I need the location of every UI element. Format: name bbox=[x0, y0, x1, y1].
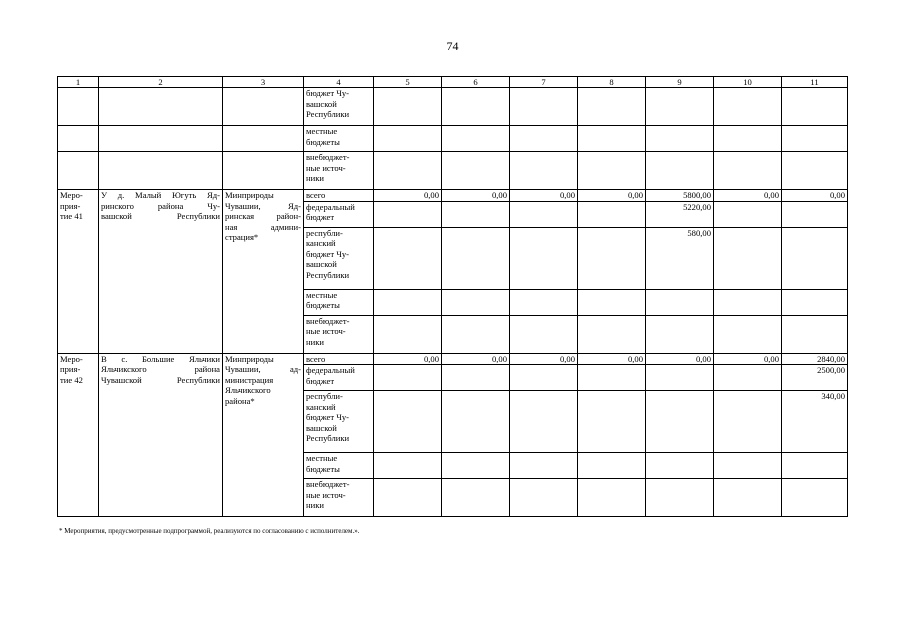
value-cell bbox=[442, 391, 510, 453]
value-cell bbox=[374, 315, 442, 353]
cell-line: внебюджет- bbox=[306, 152, 350, 162]
cell-line: Минприроды bbox=[225, 353, 274, 364]
value-cell bbox=[442, 453, 510, 479]
cell-line: тие 42 bbox=[60, 374, 83, 385]
cell-line: тие 41 bbox=[60, 211, 83, 221]
value-cell bbox=[442, 315, 510, 353]
cell-line: бюджет Чу- bbox=[306, 248, 350, 259]
value-cell: 0,00 bbox=[374, 353, 442, 365]
value-cell bbox=[714, 365, 782, 391]
cell-line: ринская район- bbox=[225, 211, 301, 221]
value-cell bbox=[374, 289, 442, 315]
value-cell bbox=[714, 453, 782, 479]
cell-line: У д. Малый Югуть Яд- bbox=[101, 190, 220, 200]
value-cell bbox=[714, 126, 782, 152]
cell-line: ная админи- bbox=[225, 221, 301, 232]
value-cell bbox=[442, 152, 510, 190]
measure-name bbox=[58, 190, 99, 354]
value-cell bbox=[374, 152, 442, 190]
cell-line: федеральный bbox=[306, 365, 355, 375]
value-cell: 0,00 bbox=[714, 190, 782, 202]
value-cell bbox=[510, 315, 578, 353]
value-cell: 0,00 bbox=[782, 190, 848, 202]
budget-table bbox=[57, 76, 848, 517]
cell-line: бюджеты bbox=[306, 463, 340, 474]
value-cell: 0,00 bbox=[374, 190, 442, 202]
value-cell bbox=[442, 365, 510, 391]
value-cell bbox=[442, 289, 510, 315]
empty-cell bbox=[58, 126, 99, 152]
value-cell bbox=[782, 315, 848, 353]
value-cell bbox=[578, 126, 646, 152]
cell-line: республи- bbox=[306, 227, 343, 238]
value-cell bbox=[646, 126, 714, 152]
funding-source-cell bbox=[304, 126, 374, 152]
column-header: 4 bbox=[304, 77, 374, 88]
cell-line: ники bbox=[306, 336, 324, 347]
cell-line: Республики bbox=[306, 433, 350, 443]
funding-source-cell bbox=[304, 289, 374, 315]
column-header: 5 bbox=[374, 77, 442, 88]
value-cell bbox=[714, 391, 782, 453]
value-cell: 0,00 bbox=[714, 353, 782, 365]
cell-line: ные источ- bbox=[306, 489, 346, 500]
measure-executor bbox=[223, 190, 304, 354]
cell-line: ринского района Чу- bbox=[101, 200, 220, 211]
measure-name bbox=[58, 353, 99, 517]
cell-line: Чувашской Республики bbox=[101, 374, 220, 385]
value-cell bbox=[782, 126, 848, 152]
value-cell bbox=[374, 479, 442, 517]
cell-line: вашской bbox=[306, 422, 337, 433]
value-cell bbox=[510, 289, 578, 315]
cell-line: местные bbox=[306, 126, 338, 136]
value-cell bbox=[714, 227, 782, 289]
value-cell bbox=[374, 126, 442, 152]
cell-line: бюджеты bbox=[306, 136, 340, 147]
cell-line: республи- bbox=[306, 391, 343, 401]
value-cell: 5800,00 bbox=[646, 190, 714, 202]
column-header: 10 bbox=[714, 77, 782, 88]
footnote: * Мероприятия, предусмотренные подпрограммой, реализуются по согласованию с исполнителем.». bbox=[59, 527, 360, 535]
cell-line: вашской bbox=[306, 98, 337, 109]
value-cell bbox=[510, 201, 578, 227]
value-cell bbox=[714, 201, 782, 227]
cell-line: ники bbox=[306, 173, 324, 183]
cell-line: Меро- bbox=[60, 190, 83, 200]
cell-line: внебюджет- bbox=[306, 479, 350, 489]
cell-line: местные bbox=[306, 289, 338, 300]
column-header: 3 bbox=[223, 77, 304, 88]
cell-line: Яльчикского bbox=[225, 385, 271, 395]
cell-line: бюджеты bbox=[306, 300, 340, 310]
continuation-row bbox=[58, 152, 848, 190]
value-cell bbox=[578, 152, 646, 190]
value-cell bbox=[510, 152, 578, 190]
empty-cell bbox=[223, 152, 304, 190]
page-number: 74 bbox=[446, 39, 459, 53]
funding-source-cell bbox=[304, 453, 374, 479]
value-cell bbox=[374, 391, 442, 453]
funding-source-cell bbox=[304, 227, 374, 289]
funding-source-cell bbox=[304, 353, 374, 365]
value-cell bbox=[578, 88, 646, 126]
measure-row bbox=[58, 190, 848, 202]
value-cell bbox=[714, 88, 782, 126]
funding-source-cell bbox=[304, 479, 374, 517]
cell-line: страция* bbox=[225, 232, 259, 242]
cell-line: ные источ- bbox=[306, 162, 346, 173]
column-header: 6 bbox=[442, 77, 510, 88]
value-cell bbox=[442, 126, 510, 152]
value-cell bbox=[510, 453, 578, 479]
cell-line: Республики bbox=[306, 109, 350, 119]
value-cell: 0,00 bbox=[578, 190, 646, 202]
value-cell: 0,00 bbox=[510, 353, 578, 365]
measure-row bbox=[58, 353, 848, 365]
value-cell bbox=[646, 289, 714, 315]
continuation-row bbox=[58, 88, 848, 126]
empty-cell bbox=[58, 152, 99, 190]
value-cell bbox=[714, 152, 782, 190]
empty-cell bbox=[58, 88, 99, 126]
cell-line: вашской bbox=[306, 259, 337, 269]
value-cell bbox=[578, 201, 646, 227]
value-cell bbox=[510, 365, 578, 391]
value-cell bbox=[578, 315, 646, 353]
empty-cell bbox=[223, 126, 304, 152]
funding-source-cell bbox=[304, 315, 374, 353]
cell-line: вашской Республики bbox=[101, 211, 220, 221]
value-cell bbox=[646, 365, 714, 391]
cell-line: прия- bbox=[60, 200, 81, 211]
value-cell bbox=[578, 227, 646, 289]
value-cell: 340,00 bbox=[782, 391, 848, 453]
continuation-row bbox=[58, 126, 848, 152]
column-header: 1 bbox=[58, 77, 99, 88]
funding-source-cell bbox=[304, 365, 374, 391]
value-cell bbox=[374, 88, 442, 126]
value-cell bbox=[510, 479, 578, 517]
column-header: 8 bbox=[578, 77, 646, 88]
value-cell bbox=[578, 479, 646, 517]
value-cell bbox=[646, 152, 714, 190]
value-cell bbox=[510, 227, 578, 289]
value-cell bbox=[782, 227, 848, 289]
value-cell bbox=[374, 201, 442, 227]
value-cell: 5220,00 bbox=[646, 201, 714, 227]
cell-line: федеральный bbox=[306, 201, 355, 212]
cell-line: внебюджет- bbox=[306, 315, 350, 326]
value-cell bbox=[510, 126, 578, 152]
value-cell bbox=[578, 391, 646, 453]
value-cell: 580,00 bbox=[646, 227, 714, 289]
value-cell bbox=[374, 227, 442, 289]
column-header-row bbox=[58, 77, 848, 88]
cell-line: бюджет bbox=[306, 212, 335, 222]
value-cell: 0,00 bbox=[578, 353, 646, 365]
funding-source-cell bbox=[304, 88, 374, 126]
funding-source-cell bbox=[304, 190, 374, 202]
value-cell: 0,00 bbox=[646, 353, 714, 365]
value-cell bbox=[442, 479, 510, 517]
value-cell bbox=[782, 152, 848, 190]
empty-cell bbox=[99, 88, 223, 126]
value-cell bbox=[646, 453, 714, 479]
column-header: 2 bbox=[99, 77, 223, 88]
measure-description bbox=[99, 190, 223, 354]
cell-line: бюджет Чу- bbox=[306, 88, 350, 98]
cell-line: бюджет Чу- bbox=[306, 412, 350, 422]
value-cell bbox=[782, 479, 848, 517]
cell-line: бюджет bbox=[306, 375, 335, 386]
cell-line: ные источ- bbox=[306, 326, 346, 336]
funding-source-cell bbox=[304, 201, 374, 227]
value-cell: 0,00 bbox=[510, 190, 578, 202]
value-cell: 2840,00 bbox=[782, 353, 848, 365]
cell-line: Чувашии, ад- bbox=[225, 364, 301, 374]
cell-line: министрация bbox=[225, 374, 274, 385]
value-cell bbox=[714, 479, 782, 517]
measure-description bbox=[99, 353, 223, 517]
value-cell bbox=[646, 479, 714, 517]
funding-source-cell bbox=[304, 152, 374, 190]
cell-line: местные bbox=[306, 453, 338, 463]
cell-line: всего bbox=[306, 190, 326, 200]
value-cell bbox=[646, 88, 714, 126]
value-cell bbox=[646, 391, 714, 453]
cell-line: Чувашии, Яд- bbox=[225, 200, 301, 211]
column-header: 7 bbox=[510, 77, 578, 88]
value-cell: 2500,00 bbox=[782, 365, 848, 391]
cell-line: всего bbox=[306, 353, 326, 364]
empty-cell bbox=[99, 126, 223, 152]
value-cell bbox=[714, 289, 782, 315]
value-cell bbox=[782, 289, 848, 315]
value-cell bbox=[714, 315, 782, 353]
column-header: 11 bbox=[782, 77, 848, 88]
cell-line: канский bbox=[306, 401, 336, 412]
cell-line: Яльчикского района bbox=[101, 364, 220, 374]
value-cell bbox=[374, 365, 442, 391]
empty-cell bbox=[99, 152, 223, 190]
value-cell bbox=[510, 391, 578, 453]
value-cell bbox=[578, 453, 646, 479]
value-cell bbox=[442, 227, 510, 289]
cell-line: Республики bbox=[306, 269, 350, 280]
value-cell bbox=[442, 201, 510, 227]
cell-line: ники bbox=[306, 500, 324, 510]
value-cell bbox=[782, 453, 848, 479]
cell-line: Минприроды bbox=[225, 190, 274, 200]
value-cell bbox=[646, 315, 714, 353]
measure-executor bbox=[223, 353, 304, 517]
column-header: 9 bbox=[646, 77, 714, 88]
value-cell bbox=[442, 88, 510, 126]
value-cell bbox=[374, 453, 442, 479]
value-cell bbox=[782, 88, 848, 126]
value-cell bbox=[510, 88, 578, 126]
value-cell: 0,00 bbox=[442, 353, 510, 365]
funding-source-cell bbox=[304, 391, 374, 453]
empty-cell bbox=[223, 88, 304, 126]
value-cell bbox=[578, 365, 646, 391]
cell-line: района* bbox=[225, 395, 255, 406]
value-cell: 0,00 bbox=[442, 190, 510, 202]
value-cell bbox=[782, 201, 848, 227]
cell-line: прия- bbox=[60, 364, 81, 374]
value-cell bbox=[578, 289, 646, 315]
cell-line: В с. Большие Яльчики bbox=[101, 353, 220, 364]
cell-line: Меро- bbox=[60, 353, 83, 364]
cell-line: канский bbox=[306, 238, 336, 248]
